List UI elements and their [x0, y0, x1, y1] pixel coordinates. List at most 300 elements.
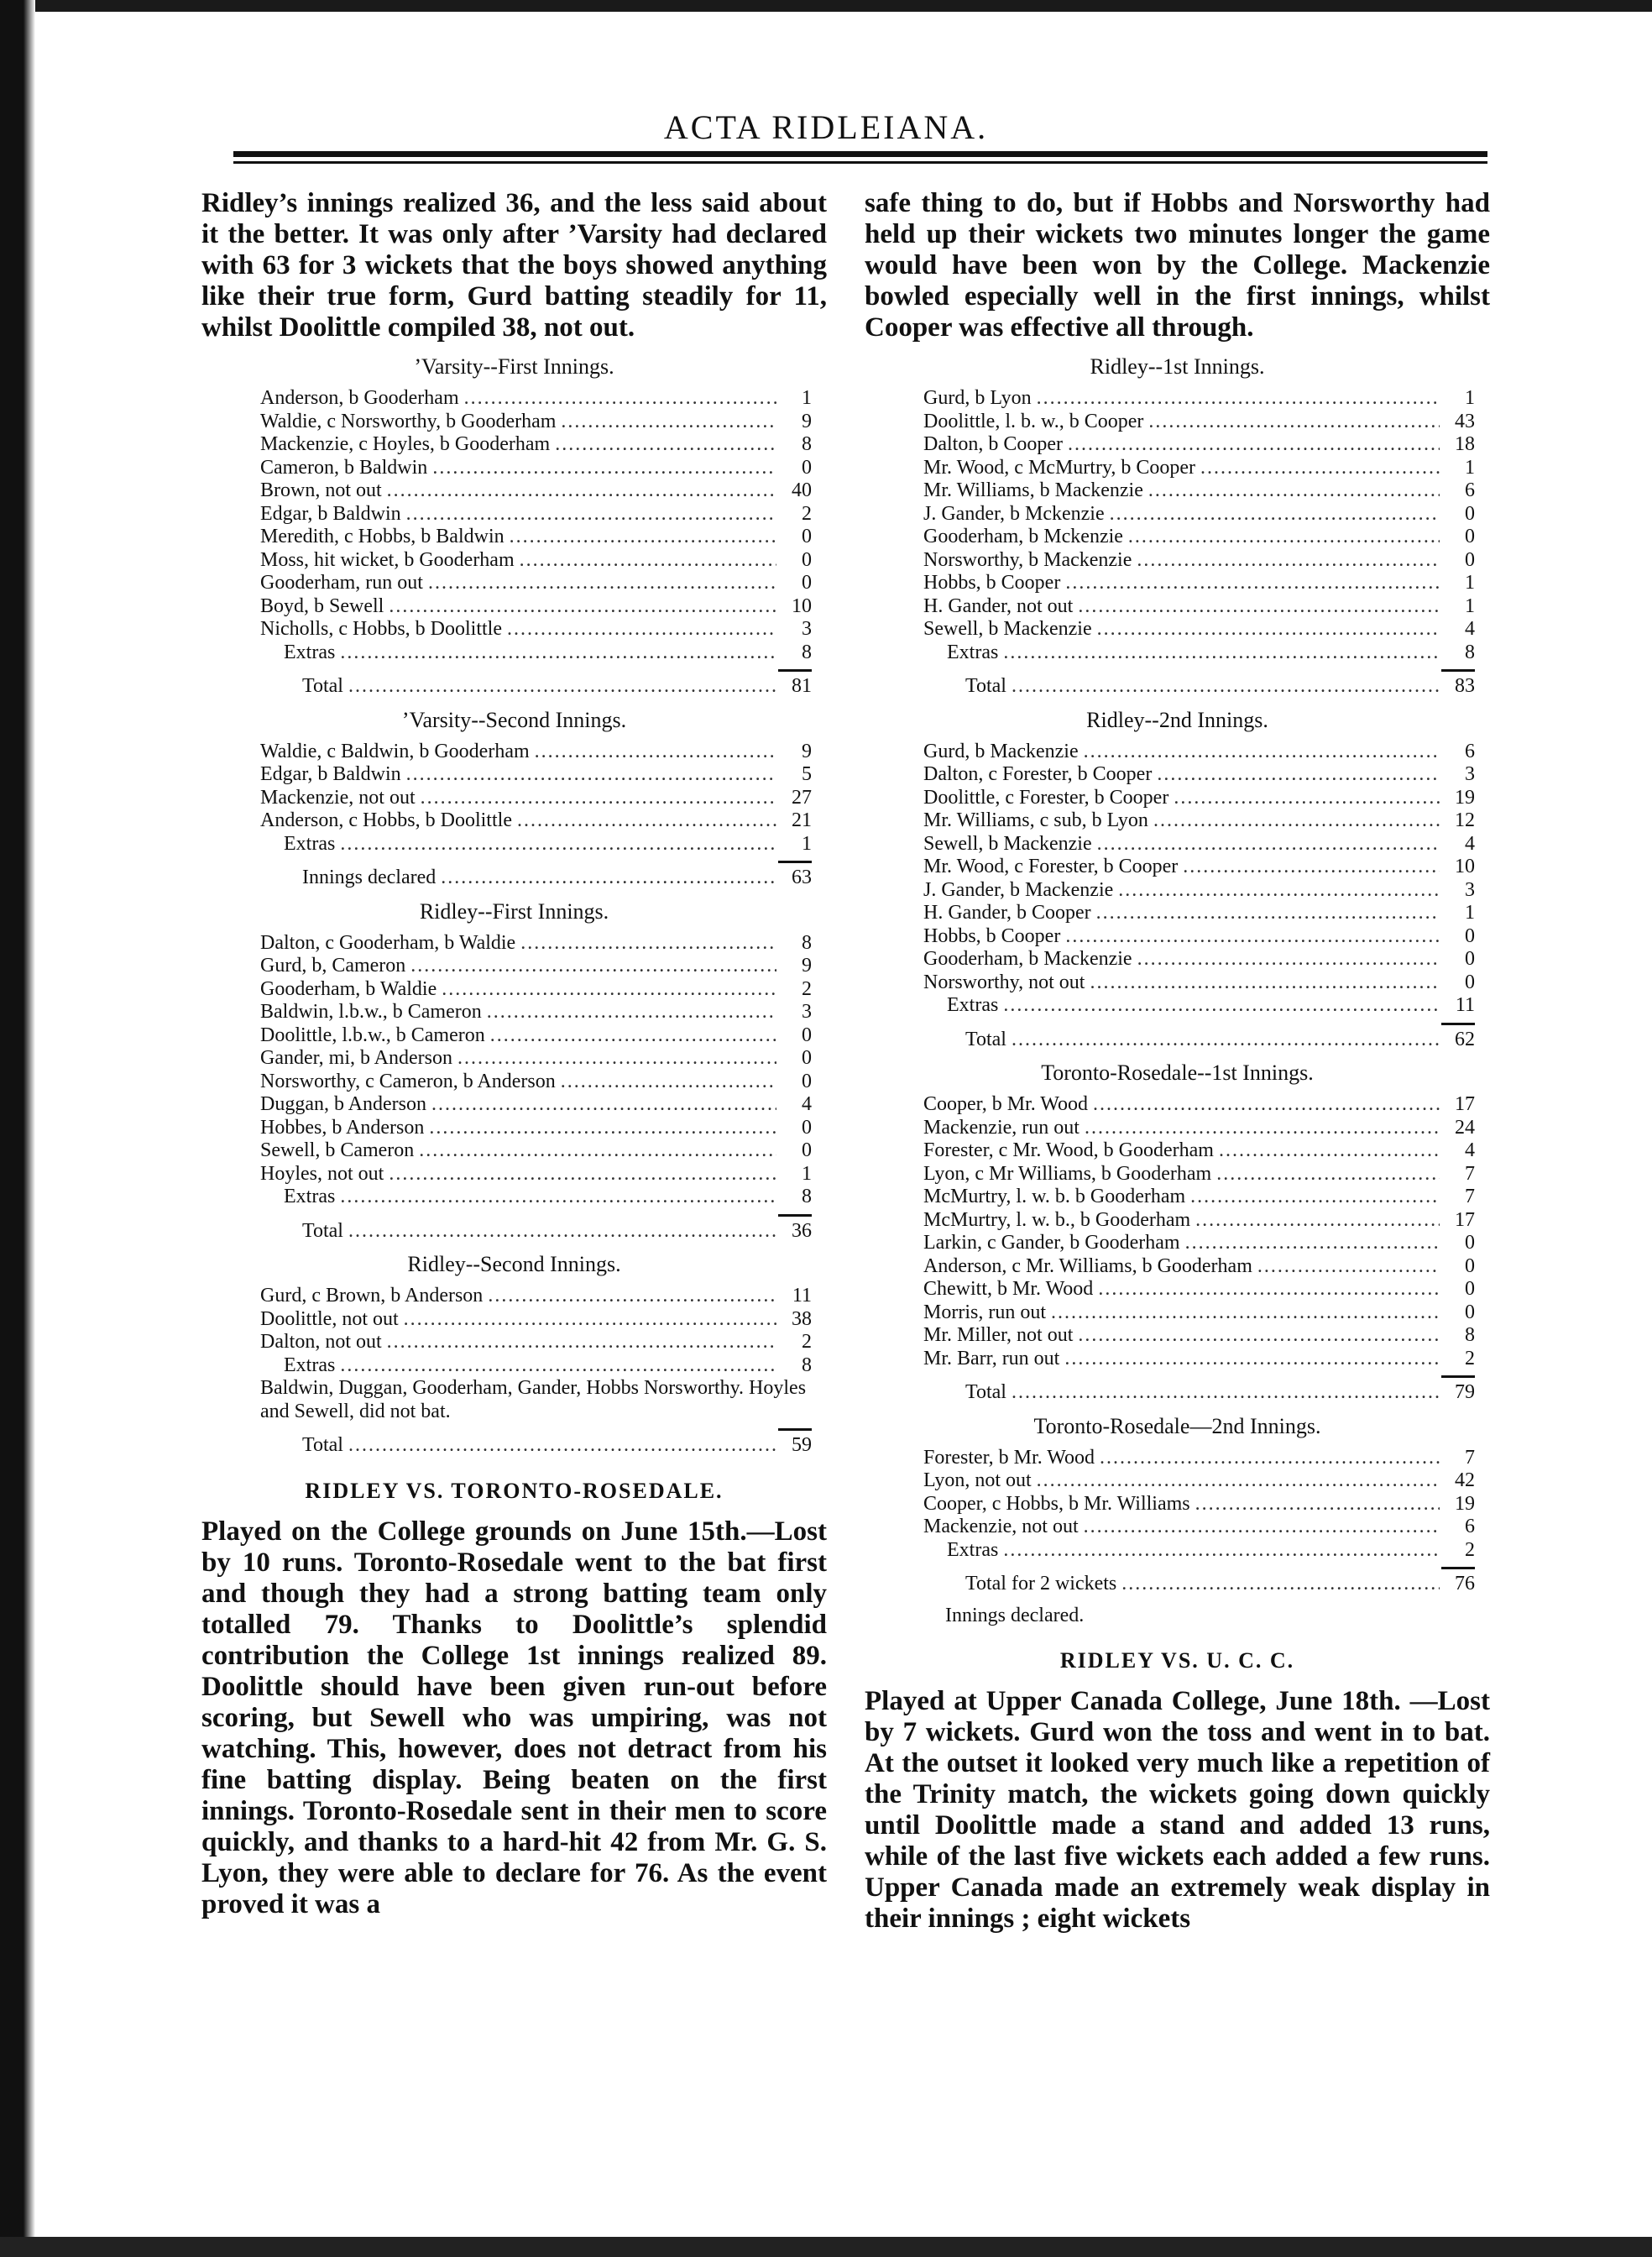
batsman-row [260, 572, 812, 595]
batsman-row-runs: 10 [792, 594, 812, 617]
match-report-toronto-rosedale: Played on the College grounds on June 15th.—Lost by 10 runs. Toronto-Rosedale went to the bat first and though they had a strong batting team only totalled 79. Thanks to Doolittle’s splendid contribution the College 1st innings realized 89. Doolittle should have been given run-out before scoring, but Sewell who was umpiring, was not watching. This, however, does not detract from his fine batting display. Being beaten on the first innings. Toronto-Rosedale sent in their men to score quickly, and thanks to a hard-hit 42 from Mr. G. S. Lyon, they were able to declare for 76. As the event proved it was a [201, 1516, 827, 1919]
total-rule [260, 1428, 812, 1431]
match-report-ucc: Played at Upper Canada College, June 18th. —Lost by 7 wickets. Gurd won the toss and went in to bat. At the outset it looked very much like a repetition of the Trinity match, the wickets going down quickly until Doolittle made a stand and added 13 runs, while of the last five wickets each added a few runs. Upper Canada made an extremely weak display in their innings ; eight wickets [865, 1686, 1490, 1934]
total-rule-line [778, 669, 812, 672]
batsman-row-runs: 0 [1465, 1232, 1475, 1254]
extras-row-runs: 8 [802, 641, 812, 663]
batsman-row-runs: 0 [1465, 502, 1475, 525]
batsman-row-name: Morris, run out [923, 1301, 1046, 1323]
innings-title: Ridley--First Innings. [419, 898, 609, 924]
batsman-row-runs: 18 [1455, 433, 1475, 455]
batsman-row-name: Mr. Williams, b Mackenzie [923, 479, 1143, 501]
total-rule [923, 1375, 1475, 1378]
batsman-row-runs: 0 [1465, 948, 1475, 970]
total-rule-line [778, 861, 812, 863]
total-row-leader [1012, 1029, 1440, 1052]
batsman-row [923, 618, 1475, 641]
batsman-row-name: Edgar, b Baldwin [260, 763, 401, 785]
batsman-row-name: Gander, mi, b Anderson [260, 1047, 452, 1069]
batsman-row-name: Duggan, b Anderson [260, 1093, 426, 1115]
batsman-row-runs: 10 [1455, 856, 1475, 877]
page-title: ACTA RIDLEIANA. [663, 108, 989, 146]
extras-row-runs: 2 [1465, 1538, 1475, 1561]
title-rule [233, 151, 1487, 157]
left-scorecards [201, 353, 827, 1458]
batsman-row [923, 526, 1475, 549]
total-rule-line [1441, 1375, 1475, 1378]
batsman-row [260, 763, 812, 787]
innings-block [201, 707, 827, 890]
batsman-row-name: Meredith, c Hobbs, b Baldwin [260, 526, 504, 547]
batsman-row-runs: 0 [1465, 1254, 1475, 1277]
batsman-row [923, 971, 1475, 995]
match-heading-ucc: RIDLEY VS. U. C. C. [1059, 1648, 1295, 1673]
batsman-row [260, 387, 812, 411]
batsman-row-runs: 27 [792, 786, 812, 809]
batsman-row [260, 618, 812, 641]
batsman-row-runs: 1 [1465, 902, 1475, 924]
scorecard [201, 1285, 827, 1458]
batsman-row-leader [1096, 902, 1440, 925]
batsman-row-runs: 12 [1455, 809, 1475, 831]
extras-row-name: Extras [284, 1354, 336, 1376]
batsman-row-leader [555, 433, 776, 457]
batsman-row-name: Norsworthy, b Mackenzie [923, 548, 1132, 571]
batsman-row [260, 479, 812, 503]
batsman-row-runs: 2 [802, 977, 812, 1000]
batsman-row-name: Sewell, b Cameron [260, 1139, 415, 1161]
batsman-row [260, 955, 812, 978]
right-column [865, 188, 1490, 1945]
batsman-row [260, 503, 812, 526]
batsman-row-name: Anderson, b Gooderham [260, 387, 459, 409]
innings-block [865, 1060, 1490, 1405]
batsman-row [923, 572, 1475, 595]
total-rule [260, 861, 812, 863]
batsman-row-name: Gurd, b Mackenzie [923, 740, 1079, 762]
innings-title: Ridley--2nd Innings. [1086, 707, 1268, 732]
batsman-row-name: Nicholls, c Hobbs, b Doolittle [260, 618, 502, 640]
batsman-row-runs: 6 [1465, 1516, 1475, 1537]
batsman-row [923, 457, 1475, 480]
batsman-row-name: Mackenzie, not out [260, 786, 416, 809]
batsman-row-leader [1085, 1117, 1440, 1140]
total-row-name: Innings declared [302, 867, 437, 888]
extras-row [260, 1354, 812, 1378]
batsman-row-leader [1037, 1469, 1440, 1493]
title-rule-thin [233, 161, 1487, 164]
extras-row-leader [340, 641, 776, 665]
batsman-row-leader [428, 572, 776, 595]
batsman-row [923, 1469, 1475, 1493]
batsman-row-name: Moss, hit wicket, b Gooderham [260, 548, 515, 571]
batsman-row-runs: 0 [1465, 526, 1475, 547]
batsman-row-leader [406, 503, 776, 526]
total-row [260, 675, 812, 699]
batsman-row-leader [507, 618, 776, 641]
total-row-runs: 63 [792, 867, 812, 888]
batsman-row [923, 809, 1475, 833]
innings-block [201, 353, 827, 699]
batsman-row-leader [387, 479, 776, 503]
batsman-row-name: Sewell, b Mackenzie [923, 618, 1092, 640]
total-row-runs: 83 [1455, 675, 1475, 697]
batsman-row-name: Cooper, b Mr. Wood [923, 1093, 1088, 1115]
intro-paragraph-left: Ridley’s innings realized 36, and the less said about it the better. It was only after ’Varsity had declared with 63 for 3 wickets that the boys showed anything like their true form, Gurd batting steadily for 11, whilst Doolittle compiled 38, not out. [201, 188, 827, 343]
total-row [923, 1381, 1475, 1405]
batsman-row-leader [1183, 856, 1440, 879]
batsman-row-runs: 3 [802, 1001, 812, 1023]
batsman-row-runs: 1 [1465, 456, 1475, 479]
batsman-row-name: Lyon, c Mr Williams, b Gooderham [923, 1162, 1212, 1185]
batsman-row-name: McMurtry, l. w. b., b Gooderham [923, 1208, 1191, 1231]
batsman-row-leader [510, 526, 776, 549]
total-row-runs: 81 [792, 675, 812, 697]
batsman-row-leader [1174, 787, 1440, 810]
batsman-row-name: Mr. Williams, c sub, b Lyon [923, 809, 1148, 831]
batsman-row-runs: 1 [1465, 387, 1475, 409]
batsman-row-runs: 6 [1465, 740, 1475, 762]
batsman-row-runs: 4 [802, 1093, 812, 1115]
extras-row-name: Extras [284, 1186, 336, 1207]
innings-block [201, 1251, 827, 1458]
batsman-row-leader [421, 787, 776, 810]
batsman-row-runs: 0 [802, 1070, 812, 1092]
batsman-row [923, 411, 1475, 434]
batsman-row [260, 1001, 812, 1024]
batsman-row-leader [490, 1024, 776, 1048]
batsman-row-name: Anderson, c Mr. Williams, b Gooderham [923, 1254, 1252, 1277]
extras-row-runs: 11 [1455, 994, 1475, 1016]
batsman-row [260, 1117, 812, 1140]
batsman-row-runs: 2 [802, 1331, 812, 1353]
batsman-row [260, 1163, 812, 1186]
batsman-row-leader [1065, 925, 1440, 949]
batsman-row-name: Mackenzie, c Hoyles, b Gooderham [260, 433, 551, 455]
total-row-name: Total [302, 1434, 343, 1456]
batsman-row-runs: 7 [1465, 1446, 1475, 1469]
batsman-row-leader [389, 595, 776, 619]
batsman-row [260, 1331, 812, 1354]
total-rule [260, 669, 812, 672]
batsman-row-leader [1137, 948, 1440, 971]
total-row-name: Total [302, 675, 343, 697]
batsman-row-name: Norsworthy, not out [923, 971, 1085, 993]
total-row [923, 1029, 1475, 1052]
batsman-row-runs: 0 [1465, 924, 1475, 947]
batsman-row-runs: 1 [802, 387, 812, 409]
batsman-row-runs: 8 [802, 931, 812, 954]
batsman-row-runs: 0 [1465, 548, 1475, 571]
scorecard [201, 387, 827, 699]
left-column [201, 188, 827, 1930]
batsman-row-runs: 3 [1465, 763, 1475, 785]
match-heading-toronto-rosedale: RIDLEY VS. TORONTO-ROSEDALE. [305, 1478, 724, 1503]
innings-block [865, 707, 1490, 1052]
intro-paragraph-right: safe thing to do, but if Hobbs and Norsworthy had held up their wickets two minutes longer the game would have been won by the College. Mackenzie bowled especially well in the first innings, whilst Cooper was effective all through. [865, 188, 1490, 343]
batsman-row [923, 1278, 1475, 1301]
batsman-row [923, 1139, 1475, 1163]
batsman-row-name: Gooderham, b Mckenzie [923, 526, 1123, 547]
batsman-row-name: Forester, c Mr. Wood, b Gooderham [923, 1139, 1214, 1161]
scorecard [201, 741, 827, 890]
batsman-row [923, 387, 1475, 411]
batsman-row-leader [389, 1163, 776, 1186]
batsman-row-runs: 1 [1465, 594, 1475, 617]
batsman-row-runs: 9 [802, 740, 812, 762]
batsman-row-leader [1068, 433, 1440, 457]
batsman-row-leader [429, 1117, 776, 1140]
batsman-row-leader [1128, 526, 1440, 549]
batsman-row-name: Forester, b Mr. Wood [923, 1446, 1095, 1469]
batsman-row-name: Lyon, not out [923, 1469, 1032, 1491]
batsman-row-leader [431, 1093, 776, 1117]
batsman-row-leader [442, 978, 776, 1002]
total-row-runs: 36 [792, 1219, 812, 1242]
total-rule [923, 1567, 1475, 1569]
batsman-row-runs: 0 [802, 1116, 812, 1139]
total-row-name: Total [965, 1028, 1006, 1050]
batsman-row-leader [1195, 1209, 1440, 1233]
batsman-row [260, 433, 812, 457]
total-rule-line [778, 1214, 812, 1217]
innings-declared-note: Innings declared. [945, 1604, 1085, 1626]
total-row-runs: 59 [792, 1434, 812, 1456]
batsman-row [923, 902, 1475, 925]
batsman-row-name: H. Gander, not out [923, 594, 1074, 617]
extras-row-leader [1003, 994, 1440, 1018]
batsman-row-name: McMurtry, l. w. b. b Gooderham [923, 1186, 1186, 1207]
batsman-row-name: Gooderham, b Mackenzie [923, 948, 1132, 970]
batsman-row-leader [517, 809, 776, 833]
batsman-row [923, 856, 1475, 879]
batsman-row-runs: 0 [802, 572, 812, 594]
batsman-row-leader [1097, 833, 1440, 856]
batsman-row [260, 1093, 812, 1117]
batsman-row-leader [1148, 411, 1440, 434]
batsman-row-leader [520, 932, 776, 956]
scan-edge-bottom [0, 2237, 1652, 2257]
total-row-name: Total [965, 1381, 1006, 1403]
batsman-row-runs: 17 [1455, 1208, 1475, 1231]
batsman-row [923, 948, 1475, 971]
total-row-name: Total [965, 675, 1006, 697]
total-row-name: Total [302, 1219, 343, 1242]
batsman-row-leader [1219, 1139, 1440, 1163]
batsman-row-runs: 11 [792, 1285, 812, 1307]
batsman-row [923, 479, 1475, 503]
extras-row-name: Extras [947, 1538, 999, 1561]
batsman-row-runs: 4 [1465, 1139, 1475, 1161]
batsman-row [260, 1285, 812, 1308]
total-row [260, 867, 812, 890]
batsman-row-runs: 19 [1455, 786, 1475, 809]
batsman-row-leader [1097, 618, 1440, 641]
batsman-row [923, 1232, 1475, 1255]
batsman-row-name: Boyd, b Sewell [260, 594, 384, 617]
batsman-row [260, 1071, 812, 1094]
batsman-row-name: Gurd, b Lyon [923, 387, 1032, 409]
batsman-row [260, 1139, 812, 1163]
batsman-row [260, 787, 812, 810]
extras-row-leader [1003, 1539, 1440, 1563]
batsman-row-name: J. Gander, b Mackenzie [923, 878, 1114, 901]
batsman-row-leader [1037, 387, 1440, 411]
extras-row-leader [340, 833, 776, 856]
batsman-row-runs: 0 [1465, 1278, 1475, 1300]
batsman-row-leader [1093, 1093, 1440, 1117]
batsman-row-leader [406, 763, 776, 787]
batsman-row [260, 932, 812, 956]
batsman-row-runs: 0 [1465, 1301, 1475, 1323]
batsman-row [923, 763, 1475, 787]
innings-title: Toronto-Rosedale--1st Innings. [1041, 1060, 1314, 1085]
total-row [923, 1573, 1475, 1596]
batsman-row-name: Doolittle, not out [260, 1307, 399, 1330]
batsman-row [260, 526, 812, 549]
batsman-row-name: H. Gander, b Cooper [923, 902, 1091, 924]
batsman-row-name: Waldie, c Norsworthy, b Gooderham [260, 410, 557, 432]
innings-title: ’Varsity--Second Innings. [401, 707, 627, 732]
batsman-row-leader [1153, 809, 1440, 833]
innings-block [865, 353, 1490, 699]
right-scorecards [865, 353, 1490, 1627]
batsman-row-leader [1137, 549, 1440, 573]
extras-row-leader [340, 1354, 776, 1378]
batsman-row-runs: 8 [802, 433, 812, 455]
batsman-row-runs: 21 [792, 809, 812, 831]
did-not-bat-note: Baldwin, Duggan, Gooderham, Gander, Hobbs Norsworthy. Hoyles and Sewell, did not bat. [260, 1377, 807, 1422]
total-row-leader [441, 867, 776, 890]
batsman-row-runs: 7 [1465, 1162, 1475, 1185]
batsman-row-leader [1195, 1493, 1440, 1516]
batsman-row-leader [1148, 479, 1440, 503]
batsman-row-leader [410, 955, 776, 978]
batsman-row-runs: 5 [802, 763, 812, 785]
batsman-row [923, 549, 1475, 573]
batsman-row [260, 411, 812, 434]
batsman-row-name: Chewitt, b Mr. Wood [923, 1278, 1094, 1300]
batsman-row-runs: 42 [1455, 1469, 1475, 1491]
batsman-row-runs: 0 [802, 526, 812, 547]
extras-row-runs: 1 [802, 832, 812, 855]
batsman-row [923, 1093, 1475, 1117]
batsman-row-leader [1100, 1447, 1440, 1470]
batsman-row-leader [1110, 503, 1440, 526]
batsman-row-name: Dalton, not out [260, 1331, 382, 1353]
batsman-row-runs: 0 [1465, 971, 1475, 993]
total-rule [923, 669, 1475, 672]
batsman-row-runs: 0 [802, 1024, 812, 1046]
extras-row-name: Extras [284, 641, 336, 663]
batsman-row-runs: 17 [1455, 1093, 1475, 1115]
extras-row-name: Extras [284, 832, 336, 855]
total-row-leader [348, 1220, 776, 1244]
total-row [260, 1220, 812, 1244]
batsman-row [923, 833, 1475, 856]
scan-edge-top [0, 0, 1652, 12]
batsman-row-name: Doolittle, c Forester, b Cooper [923, 786, 1169, 809]
total-rule-line [1441, 669, 1475, 672]
batsman-row [260, 1024, 812, 1048]
batsman-row-leader [457, 1047, 776, 1071]
total-row-runs: 62 [1455, 1028, 1475, 1050]
batsman-row-leader [387, 1331, 776, 1354]
batsman-row-leader [464, 387, 776, 411]
innings-block [201, 898, 827, 1244]
batsman-row [923, 1163, 1475, 1186]
batsman-row-leader [488, 1285, 776, 1308]
batsman-row-name: Doolittle, l. b. w., b Cooper [923, 410, 1144, 432]
batsman-row-leader [1157, 763, 1440, 787]
batsman-row-name: Mr. Barr, run out [923, 1347, 1060, 1369]
batsman-row-runs: 2 [802, 502, 812, 525]
batsman-row-name: Mr. Miller, not out [923, 1324, 1074, 1346]
batsman-row [260, 1047, 812, 1071]
total-rule [260, 1214, 812, 1217]
batsman-row-name: Mackenzie, run out [923, 1116, 1080, 1139]
batsman-row-name: Baldwin, l.b.w., b Cameron [260, 1001, 482, 1023]
total-row-leader [348, 1434, 776, 1458]
batsman-row-runs: 1 [1465, 572, 1475, 594]
batsman-row-name: Norsworthy, c Cameron, b Anderson [260, 1070, 556, 1092]
batsman-row [923, 1447, 1475, 1470]
batsman-row [923, 1209, 1475, 1233]
batsman-row-name: Mr. Wood, c Forester, b Cooper [923, 856, 1179, 877]
batsman-row [260, 595, 812, 619]
innings-title: ’Varsity--First Innings. [414, 354, 614, 379]
batsman-row [260, 741, 812, 764]
extras-row-name: Extras [947, 641, 999, 663]
extras-row [923, 1539, 1475, 1563]
batsman-row-name: Cameron, b Baldwin [260, 456, 428, 479]
total-row-runs: 79 [1455, 1381, 1475, 1403]
batsman-row-leader [1065, 572, 1440, 595]
batsman-row-runs: 38 [792, 1307, 812, 1330]
batsman-row-runs: 3 [802, 618, 812, 640]
scorecard [865, 741, 1490, 1052]
batsman-row-name: Hobbes, b Anderson [260, 1116, 425, 1139]
batsman-row-name: Mr. Wood, c McMurtry, b Cooper [923, 456, 1196, 479]
batsman-row [923, 595, 1475, 619]
batsman-row-name: Hobbs, b Cooper [923, 924, 1061, 947]
scorecard [865, 1093, 1490, 1405]
extras-row-runs: 8 [802, 1354, 812, 1376]
batsman-row-name: Dalton, c Gooderham, b Waldie [260, 931, 516, 954]
batsman-row [923, 1186, 1475, 1209]
batsman-row-runs: 0 [802, 1047, 812, 1069]
batsman-row-leader [1084, 1516, 1440, 1539]
batsman-row-name: Larkin, c Gander, b Gooderham [923, 1232, 1180, 1254]
batsman-row [923, 741, 1475, 764]
batsman-row-name: Gooderham, b Waldie [260, 977, 437, 1000]
batsman-row-runs: 9 [802, 410, 812, 432]
total-rule-line [778, 1428, 812, 1431]
batsman-row-runs: 2 [1465, 1347, 1475, 1369]
batsman-row-runs: 1 [802, 1162, 812, 1185]
batsman-row [260, 549, 812, 573]
batsman-row-name: Sewell, b Mackenzie [923, 832, 1092, 855]
extras-row-runs: 8 [1465, 641, 1475, 663]
batsman-row-runs: 43 [1455, 410, 1475, 432]
total-row-runs: 76 [1455, 1573, 1475, 1595]
batsman-row-name: Dalton, b Cooper [923, 433, 1063, 455]
batsman-row-leader [1078, 595, 1440, 619]
batsman-row [260, 1308, 812, 1332]
batsman-row [260, 978, 812, 1002]
batsman-row-name: Gooderham, run out [260, 572, 423, 594]
innings-title: Toronto-Rosedale—2nd Innings. [1033, 1413, 1321, 1438]
